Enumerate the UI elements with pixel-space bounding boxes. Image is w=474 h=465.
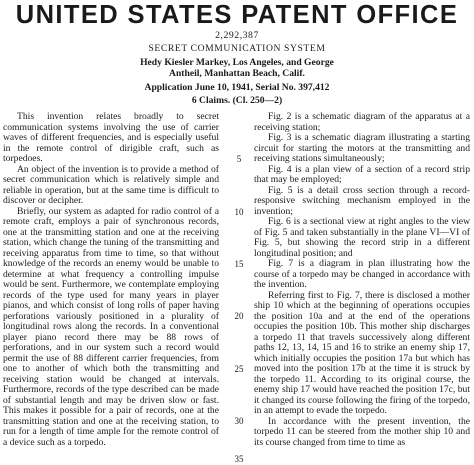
- line-number: 15: [234, 259, 244, 269]
- right-paragraph-5: Fig. 6 is a sectional view at right angles to the view of Fig. 5 and taken substantially in the plane VI—VI of Fig. 5, but showing the record strip in a different longitudinal position; and: [254, 216, 470, 259]
- patent-title: SECRET COMMUNICATION SYSTEM: [148, 43, 326, 54]
- right-column: [254, 112, 470, 448]
- line-number: 35: [234, 454, 244, 464]
- application-line: Application June 10, 1941, Serial No. 397,412: [144, 82, 330, 93]
- patent-office-heading: UNITED STATES PATENT OFFICE: [15, 1, 459, 29]
- line-number: 25: [234, 364, 244, 374]
- right-paragraph-2: Fig. 3 is a schematic diagram illustrating a starting circuit for starting the motors at the transmitting and receiving stations simultaneously;: [254, 132, 470, 164]
- inventors-line-1: Hedy Kiesler Markey, Los Angeles, and George: [140, 57, 334, 68]
- inventors-line-2: Antheil, Manhattan Beach, Calif.: [169, 68, 305, 79]
- line-number: 5: [236, 154, 242, 164]
- right-paragraph-1: Fig. 2 is a schematic diagram of the apparatus at a receiving station;: [254, 111, 470, 133]
- right-paragraph-3: Fig. 4 is a plan view of a section of a record strip that may be employed;: [254, 163, 470, 185]
- right-paragraph-7: Referring first to Fig. 7, there is disclosed a mother ship 10 which at the beginning of operations occupies the position 10a and at the end of the operations occupies the position 10b. This mother ship discharges a torpedo 11 that travels successively along different paths 12, 13, 14, 15 and 16 to strike an enemy ship 17, which initially occupies the position 17a but which has moved into the position 17b at the time it is struck by the torpedo 11. According to its original course, the enemy ship 17 would have reached the position 17c, but it changed its course following the firing of the torpedo, in an attempt to evade the torpedo.: [254, 289, 470, 416]
- left-paragraph-1: This invention relates broadly to secret communication systems involving the use of carrier waves of different frequencies, and is especially useful in the remote control of dirigible craft, such as torpedoes.: [3, 111, 219, 164]
- left-paragraph-2: An object of the invention is to provide a method of secret communication which is relatively simple and reliable in operation, but at the same time is difficult to discover or decipher.: [3, 163, 219, 206]
- line-number: 10: [234, 207, 244, 217]
- claims-line: 6 Claims. (Cl. 250—2): [191, 95, 283, 106]
- line-number: 20: [234, 311, 244, 321]
- left-paragraph-3: Briefly, our system as adapted for radio control of a remote craft, employs a pair of synchronous records, one at the transmitting station and one at the receiving station, which change the tuning of the transmitting and receiving apparatus from time to time, so that without knowledge of the records an enemy would be unable to determine at what frequency a controlling impulse would be sent. Furthermore, we contemplate employing records of the type used for many years in player pianos, and which consist of long rolls of paper having perforations variously positioned in a plurality of longitudinal rows along the records. In a conventional player piano record there may be 88 rows of perforations, and in our system such a record would permit the use of 88 different carrier frequencies, from one to another of which both the transmitting and receiving station would be changed at intervals. Furthermore, records of the type described can be made of substantial length and may be driven slow or fast. This makes it possible for a pair of records, one at the transmitting station and one at the receiving station, to run for a length of time ample for the remote control of a device such as a torpedo.: [3, 205, 219, 448]
- line-number: 30: [234, 416, 244, 426]
- right-paragraph-4: Fig. 5 is a detail cross section through a record-responsive switching mechanism employed in the invention;: [254, 184, 470, 217]
- left-column: [3, 112, 219, 448]
- right-paragraph-6: Fig. 7 is a diagram in plan illustrating how the course of a torpedo may be changed in accordance with the invention.: [254, 258, 470, 290]
- patent-number: 2,292,387: [215, 30, 259, 41]
- right-paragraph-8: In accordance with the present invention, the torpedo 11 can be steered from the mother ship 10 and its course changed from time to time as: [254, 415, 470, 448]
